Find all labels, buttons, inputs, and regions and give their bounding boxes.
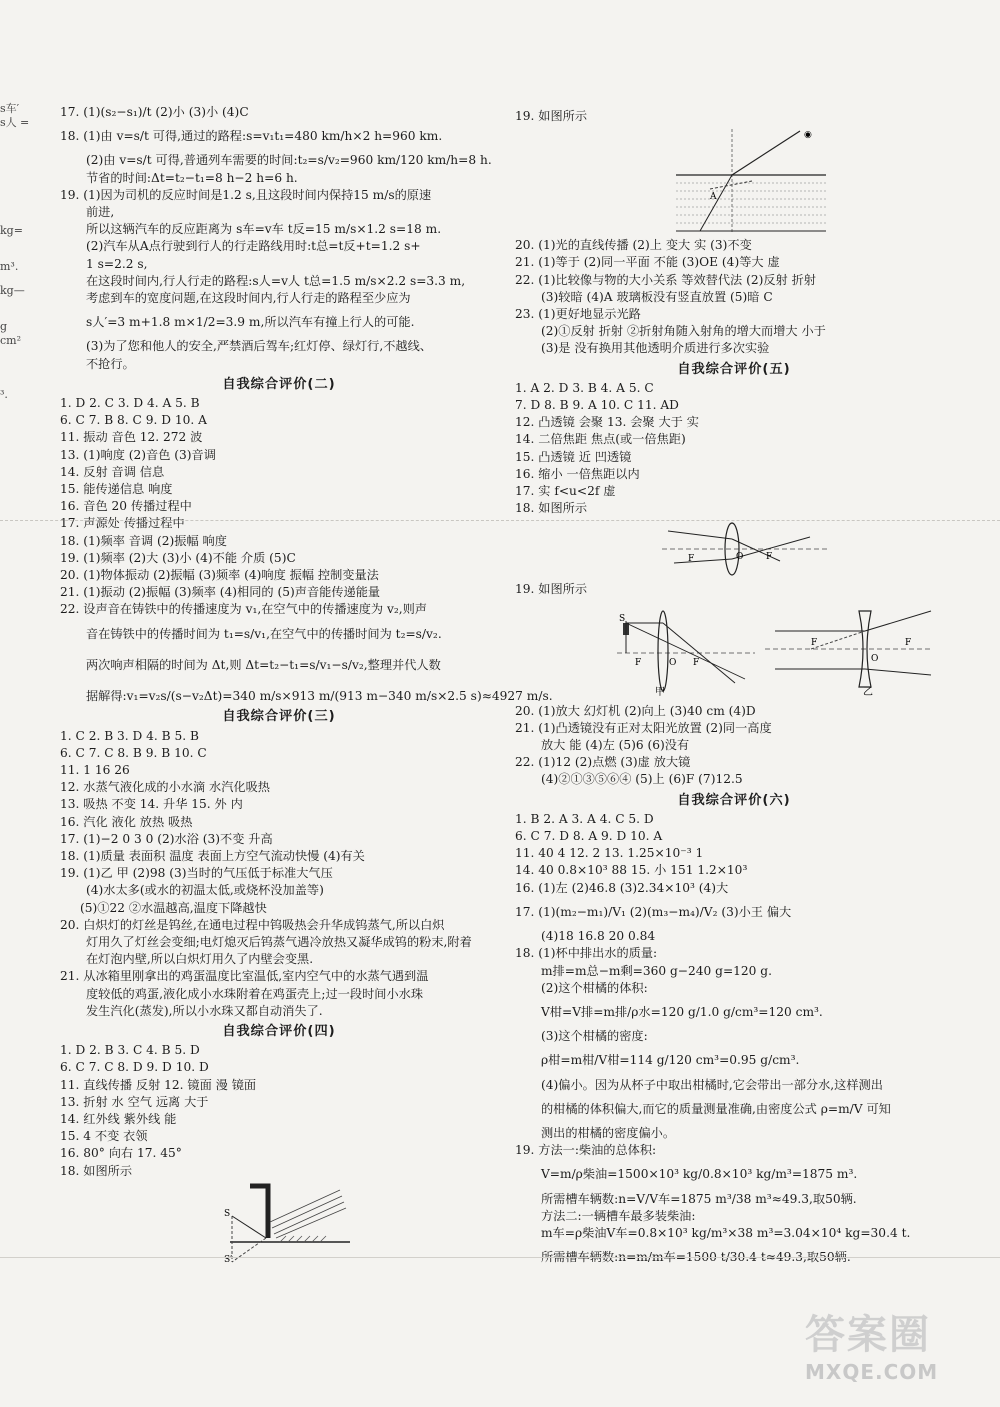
answer-line: 17. 实 f<u<2f 虚 bbox=[515, 484, 616, 499]
svg-text:F: F bbox=[635, 657, 642, 668]
answer-line: (2)①反射 折射 ②折射角随入射角的增大而增大 小于 bbox=[541, 324, 826, 339]
answer-line: 19. (1)频率 (2)大 (3)小 (4)不能 介质 (5)C bbox=[60, 550, 296, 565]
answer-line: 20. 白炽灯的灯丝是钨丝,在通电过程中钨吸热会升华成钨蒸气,所以白炽 bbox=[60, 917, 445, 932]
answer-line: 发生汽化(蒸发),所以小水珠又都自动消失了. bbox=[86, 1003, 323, 1018]
answer-line: 不抢行。 bbox=[86, 356, 135, 371]
answer-line: 22. (1)12 (2)点燃 (3)虚 放大镜 bbox=[515, 755, 691, 770]
answer-line: 18. 如图所示 bbox=[515, 501, 588, 516]
answer-line: m排=m总−m剩=360 g−240 g=120 g. bbox=[541, 963, 772, 978]
svg-text:O: O bbox=[871, 653, 879, 664]
answer-line: 在灯泡内壁,所以白炽灯用久了内壁会变黑. bbox=[86, 952, 314, 967]
answer-line: 13. 折射 水 空气 远离 大于 bbox=[60, 1094, 209, 1109]
answer-line: 6. C 7. D 8. A 9. D 10. A bbox=[515, 829, 663, 844]
answer-line: 18. 如图所示 bbox=[60, 1163, 133, 1178]
answer-line: (4)18 16.8 20 0.84 bbox=[541, 929, 656, 944]
convex-lens-figure bbox=[660, 521, 830, 577]
answer-line: 在这段时间内,行人行走的路程:s人=v人 t总=1.5 m/s×2.2 s=3.3 m, bbox=[86, 273, 466, 288]
answer-line: 考虑到车的宽度问题,在这段时间内,行人行走的路程至少应为 bbox=[86, 291, 411, 306]
answer-line: 11. 振动 音色 12. 272 波 bbox=[60, 430, 203, 445]
answer-line: 16. 音色 20 传播过程中 bbox=[60, 499, 192, 514]
answer-line: 14. 红外线 紫外线 能 bbox=[60, 1111, 177, 1126]
answer-line: 所以这辆汽车的反应距离为 s车=v车 t反=15 m/s×1.2 s=18 m. bbox=[86, 222, 442, 237]
answer-line: 14. 反射 音调 信息 bbox=[60, 464, 165, 479]
answer-line: 20. (1)物体振动 (2)振幅 (3)频率 (4)响度 振幅 控制变量法 bbox=[60, 568, 379, 583]
answer-line: 1. C 2. B 3. D 4. B 5. B bbox=[60, 728, 199, 743]
answer-line: 度较低的鸡蛋,液化成小水珠附着在鸡蛋壳上;过一段时间小水珠 bbox=[86, 986, 424, 1001]
answer-line: 18. (1)频率 音调 (2)振幅 响度 bbox=[60, 533, 227, 548]
watermark-logo: 答案圈 MXQE.COM bbox=[805, 1312, 939, 1384]
bottom-divider bbox=[0, 1257, 1000, 1258]
answer-line: 1. D 2. C 3. D 4. A 5. B bbox=[60, 396, 200, 411]
answer-line: 14. 40 0.8×10³ 88 15. 小 151 1.2×10³ bbox=[515, 863, 748, 878]
figure-label-yi: 乙 bbox=[863, 686, 873, 698]
section-title: 自我综合评价(三) bbox=[222, 709, 336, 725]
answer-line: 17. (1)(s₂−s₁)/t (2)小 (3)小 (4)C bbox=[60, 105, 249, 119]
answer-line: 测出的柑橘的密度偏小。 bbox=[541, 1125, 676, 1140]
answer-line: (3)较暗 (4)A 玻璃板没有竖直放置 (5)暗 C bbox=[541, 289, 773, 304]
answer-line: 19. (1)因为司机的反应时间是1.2 s,且这段时间内保持15 m/s的原速 bbox=[60, 187, 432, 202]
answer-line: (4)水太多(或水的初温太低,或烧杯没加盖等) bbox=[86, 883, 324, 898]
answer-line: 22. (1)比较像与物的大小关系 等效替代法 (2)反射 折射 bbox=[515, 272, 816, 287]
answer-line: (3)这个柑橘的密度: bbox=[541, 1029, 648, 1044]
answer-line: 18. (1)杯中排出水的质量: bbox=[515, 946, 658, 961]
answer-line: 13. 吸热 不变 14. 升华 15. 外 内 bbox=[60, 797, 243, 812]
answer-line: 18. (1)质量 表面积 温度 表面上方空气流动快慢 (4)有关 bbox=[60, 848, 365, 863]
answer-line: 19. 如图所示 bbox=[515, 109, 588, 123]
svg-text:F: F bbox=[693, 657, 700, 668]
answer-line: 20. (1)光的直线传播 (2)上 变大 实 (3)不变 bbox=[515, 238, 752, 253]
answer-line: 11. 直线传播 反射 12. 镜面 漫 镜面 bbox=[60, 1077, 257, 1092]
answer-line: 所需槽车辆数:n=V/V车=1875 m³/38 m³≈49.3,取50辆. bbox=[541, 1191, 857, 1206]
answer-line: 15. 4 不变 衣领 bbox=[60, 1129, 148, 1144]
answer-line: 17. (1)(m₂−m₁)/V₁ (2)(m₃−m₄)/V₂ (3)小王 偏大 bbox=[515, 904, 792, 919]
answer-line: 1. A 2. D 3. B 4. A 5. C bbox=[515, 380, 654, 395]
answer-line: 17. 声源处 传播过程中 bbox=[60, 516, 185, 531]
answer-line: s人′=3 m+1.8 m×1/2=3.9 m,所以汽车有撞上行人的可能. bbox=[86, 315, 415, 330]
left-edge-marks: s车′ s人 = kg= m³. kg— g cm² ³. bbox=[0, 102, 30, 401]
answer-line: 6. C 7. B 8. C 9. D 10. A bbox=[60, 413, 207, 428]
answer-line: 两次响声相隔的时间为 Δt,则 Δt=t₂−t₁=s/v₁−s/v₂,整理并代人数 bbox=[86, 657, 441, 672]
answer-line: 16. 80° 向右 17. 45° bbox=[60, 1146, 182, 1161]
answer-line: 6. C 7. C 8. D 9. D 10. D bbox=[60, 1060, 209, 1075]
answer-line: 11. 1 16 26 bbox=[60, 762, 130, 777]
answer-line: 12. 水蒸气液化成的小水滴 水汽化吸热 bbox=[60, 780, 270, 795]
answer-line: 23. (1)更好地显示光路 bbox=[515, 307, 641, 322]
answer-line: 的柑橘的体积偏大,而它的质量测量准确,由密度公式 ρ=m/V 可知 bbox=[541, 1101, 891, 1116]
answer-line: ρ柑=m柑/V柑=114 g/120 cm³=0.95 g/cm³. bbox=[541, 1053, 800, 1068]
answer-line: (2)由 v=s/t 可得,普通列车需要的时间:t₂=s/v₂=960 km/120 km/h=8 h. bbox=[86, 153, 492, 168]
answer-line: 所需槽车辆数:n=m/m车=1500 t/30.4 t≈49.3,取50辆. bbox=[541, 1250, 851, 1265]
refraction-figure bbox=[670, 127, 830, 235]
svg-text:A: A bbox=[710, 192, 717, 203]
answer-line: (5)①22 ②水温越高,温度下降越快 bbox=[80, 900, 267, 915]
svg-text:O: O bbox=[669, 657, 677, 668]
answer-line: 20. (1)放大 幻灯机 (2)向上 (3)40 cm (4)D bbox=[515, 703, 756, 718]
answer-line: 1. D 2. B 3. C 4. B 5. D bbox=[60, 1043, 200, 1058]
svg-text:F: F bbox=[688, 554, 695, 565]
answer-line: m车=ρ柴油V车=0.8×10³ kg/m³×38 m³=3.04×10⁴ kg=30.4 t. bbox=[541, 1225, 911, 1240]
answer-line: (4)②①③⑤⑥④ (5)上 (6)F (7)12.5 bbox=[541, 772, 743, 787]
answer-line: 音在铸铁中的传播时间为 t₁=s/v₁,在空气中的传播时间为 t₂=s/v₂. bbox=[86, 626, 442, 641]
answer-line: 15. 能传递信息 响度 bbox=[60, 482, 173, 497]
answer-line: 13. (1)响度 (2)音色 (3)音调 bbox=[60, 447, 216, 462]
answer-line: 17. (1)−2 0 3 0 (2)水浴 (3)不变 升高 bbox=[60, 831, 273, 846]
answer-line: 21. (1)凸透镜没有正对太阳光放置 (2)同一高度 bbox=[515, 720, 772, 735]
answer-line: (4)偏小。因为从杯子中取出柑橘时,它会带出一部分水,这样测出 bbox=[541, 1077, 883, 1092]
answer-line: 16. (1)左 (2)46.8 (3)2.34×10³ (4)大 bbox=[515, 880, 729, 895]
answer-line: 16. 汽化 液化 放热 吸热 bbox=[60, 814, 193, 829]
svg-text:S: S bbox=[224, 1208, 231, 1219]
answer-line: 15. 凸透镜 近 凹透镜 bbox=[515, 449, 632, 464]
answer-line: 21. (1)等于 (2)同一平面 不能 (3)OE (4)等大 虚 bbox=[515, 255, 780, 270]
answer-line: 节省的时间:Δt=t₂−t₁=8 h−2 h=6 h. bbox=[86, 170, 298, 185]
svg-text:S: S bbox=[619, 613, 626, 624]
section-title: 自我综合评价(二) bbox=[222, 376, 336, 392]
answer-line: V=m/ρ柴油=1500×10³ kg/0.8×10³ kg/m³=1875 m³. bbox=[541, 1167, 858, 1182]
answer-line: (3)为了您和他人的安全,严禁酒后驾车;红灯停、绿灯行,不越线、 bbox=[86, 339, 432, 354]
mirror-reflection-figure bbox=[210, 1182, 360, 1264]
answer-line: 19. (1)乙 甲 (2)98 (3)当时的气压低于标准大气压 bbox=[60, 866, 333, 881]
answer-line: 6. C 7. C 8. B 9. B 10. C bbox=[60, 745, 207, 760]
section-title: 自我综合评价(四) bbox=[222, 1023, 336, 1039]
right-column bbox=[515, 108, 953, 1266]
answer-line: 14. 二倍焦距 焦点(或一倍焦距) bbox=[515, 432, 686, 447]
answer-line: 放大 能 (4)左 (5)6 (6)没有 bbox=[541, 738, 690, 753]
answer-line: 前进, bbox=[86, 205, 115, 220]
answer-line: 11. 40 4 12. 2 13. 1.25×10⁻³ 1 bbox=[515, 846, 704, 861]
section-title: 自我综合评价(五) bbox=[677, 361, 791, 377]
answer-line: V柑=V排=m排/ρ水=120 g/1.0 g/cm³=120 cm³. bbox=[541, 1004, 823, 1019]
svg-text:F: F bbox=[905, 637, 912, 648]
svg-text:O: O bbox=[736, 552, 744, 563]
answer-line: 16. 缩小 一倍焦距以内 bbox=[515, 466, 640, 481]
answer-line: 方法二:一辆槽车最多装柴油: bbox=[541, 1208, 696, 1223]
fold-divider bbox=[0, 520, 1000, 521]
answer-line: 据解得:v₁=v₂s/(s−v₂Δt)=340 m/s×913 m/(913 m−340 m/s×2.5 s)≈4927 m/s. bbox=[86, 689, 553, 704]
answer-line: (2)这个柑橘的体积: bbox=[541, 980, 648, 995]
answer-line: 12. 凸透镜 会聚 13. 会聚 大于 实 bbox=[515, 415, 699, 430]
answer-line: 21. (1)振动 (2)振幅 (3)频率 (4)相同的 (5)声音能传递能量 bbox=[60, 585, 381, 600]
answer-line: 22. 设声音在铸铁中的传播速度为 v₁,在空气中的传播速度为 v₂,则声 bbox=[60, 602, 427, 617]
answer-line: 18. (1)由 v=s/t 可得,通过的路程:s=v₁t₁=480 km/h×2 h=960 km. bbox=[60, 129, 443, 144]
answer-line: 1. B 2. A 3. A 4. C 5. D bbox=[515, 811, 654, 826]
svg-text:F: F bbox=[811, 637, 818, 648]
answer-line: 1 s=2.2 s, bbox=[86, 256, 148, 271]
section-title: 自我综合评价(六) bbox=[677, 792, 791, 808]
lens-pair-figure bbox=[615, 603, 935, 697]
answer-line: 21. 从冰箱里刚拿出的鸡蛋温度比室温低,室内空气中的水蒸气遇到温 bbox=[60, 969, 429, 984]
answer-line: (3)是 没有换用其他透明介质进行多次实验 bbox=[541, 341, 770, 356]
answer-line: 灯用久了灯丝会变细;电灯熄灭后钨蒸气遇冷放热又凝华成钨的粉末,附着 bbox=[86, 934, 472, 949]
svg-text:S′: S′ bbox=[224, 1254, 233, 1265]
answer-line: 19. 如图所示 bbox=[515, 582, 588, 597]
figure-label-jia: 甲 bbox=[655, 686, 665, 698]
answer-line: 7. D 8. B 9. A 10. C 11. AD bbox=[515, 398, 679, 413]
answer-line: 19. 方法一:柴油的总体积: bbox=[515, 1143, 657, 1158]
svg-text:◉: ◉ bbox=[804, 130, 812, 141]
answer-line: (2)汽车从A点行驶到行人的行走路线用时:t总=t反+t=1.2 s+ bbox=[86, 239, 421, 254]
svg-text:F: F bbox=[766, 552, 773, 563]
